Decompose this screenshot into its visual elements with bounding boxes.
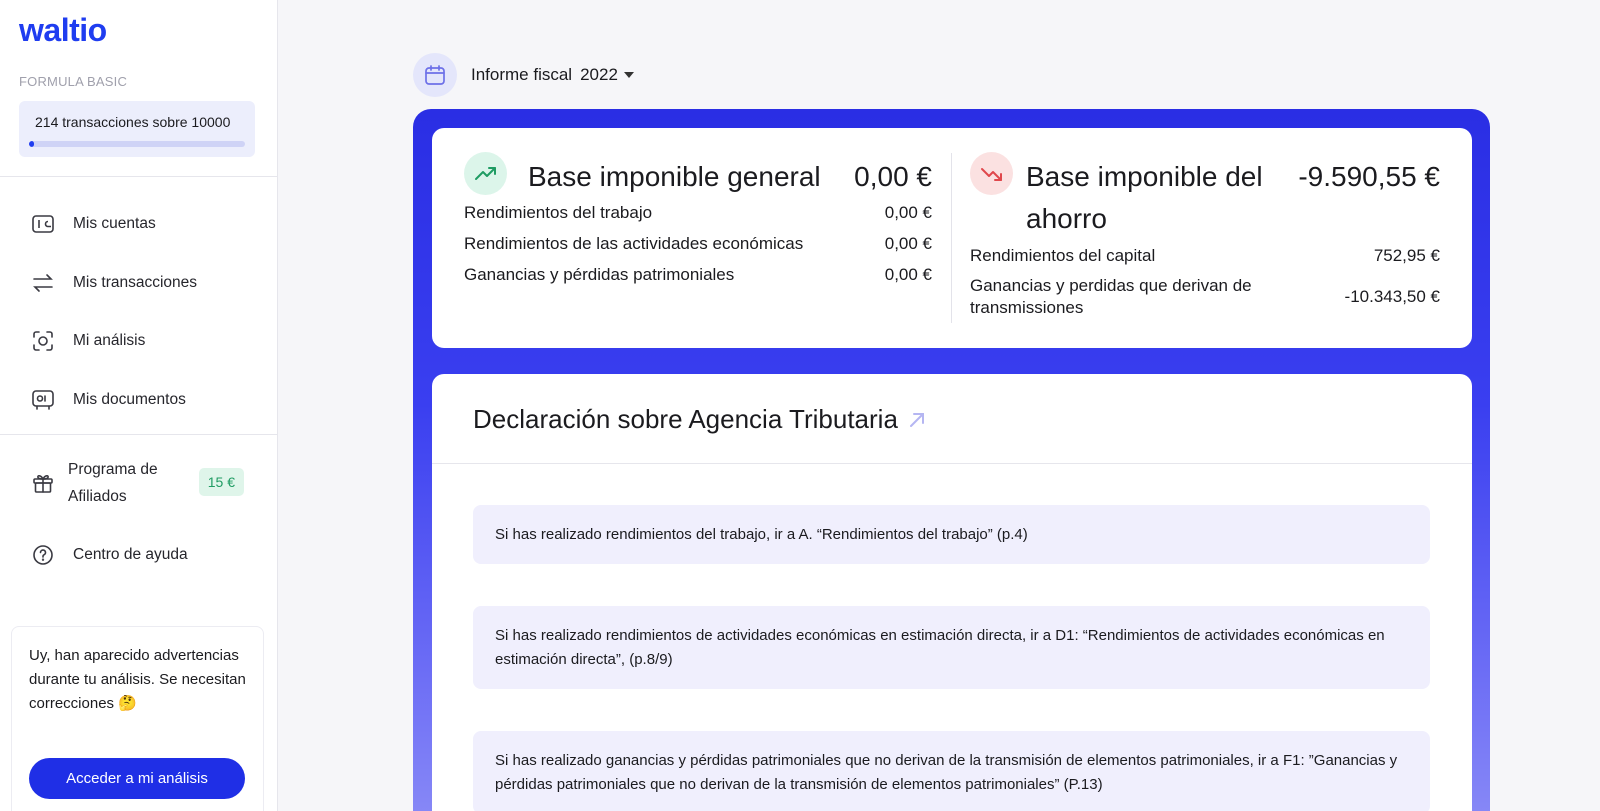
savings-row [970, 245, 1440, 267]
analysis-warning-text: Uy, han aparecido advertencias durante tu análisis. Se necesitan correcciones 🤔 [29, 647, 246, 712]
year-select-value: 2022 [580, 65, 618, 84]
app-logo[interactable]: waltio [19, 12, 107, 48]
trend-up-icon [464, 152, 507, 195]
sidebar-item-centro-ayuda[interactable] [30, 535, 260, 575]
general-tax-base-title: Base imponible general [528, 161, 821, 192]
affiliate-reward-badge: 15 € [199, 468, 244, 496]
declaration-step [473, 731, 1430, 811]
savings-row-label: Ganancias y perdidas que derivan de transmissiones [970, 276, 1252, 317]
general-row-value: 0,00 € [884, 203, 932, 222]
declaration-card [432, 374, 1472, 811]
general-row [464, 233, 932, 255]
declaration-title: Declaración sobre Agencia Tributaria [473, 404, 898, 434]
sidebar-item-mis-cuentas[interactable] [30, 204, 260, 244]
analysis-warning-card [11, 626, 264, 811]
savings-tax-base-title: Base imponible del ahorro [1026, 161, 1263, 234]
sidebar-item-mis-transacciones[interactable] [30, 263, 260, 303]
sidebar-item-label: Mi análisis [73, 332, 146, 349]
sidebar-item-label: Mis cuentas [73, 215, 156, 232]
general-tax-base [464, 128, 932, 348]
general-row-label: Rendimientos de las actividades económicas [464, 234, 804, 253]
help-circle-icon [30, 542, 56, 568]
sidebar-divider [0, 434, 278, 435]
savings-tax-base [970, 128, 1440, 348]
plan-usage-text: 214 transacciones sobre 10000 [35, 114, 231, 130]
savings-row-label: Rendimientos del capital [970, 246, 1156, 265]
year-select[interactable] [580, 65, 634, 85]
declaration-step [473, 606, 1430, 689]
chevron-down-icon [624, 72, 634, 78]
sidebar-divider [0, 176, 278, 177]
scan-icon [30, 328, 56, 354]
declaration-title-link[interactable] [473, 404, 926, 435]
wallet-icon [30, 211, 56, 237]
plan-usage-box [19, 101, 255, 157]
trend-down-icon [970, 152, 1013, 195]
declaration-step-text: Si has realizado rendimientos del trabajo, ir a A. “Rendimientos del trabajo” (p.4) [495, 525, 1028, 543]
declaration-step [473, 505, 1430, 564]
summary-divider [951, 153, 952, 323]
sidebar-item-label: Programa de Afiliados [68, 461, 158, 505]
plan-usage-bar-fill [29, 141, 34, 147]
sidebar [0, 0, 278, 811]
general-row-label: Ganancias y pérdidas patrimoniales [464, 265, 735, 284]
general-row-value: 0,00 € [884, 234, 932, 253]
open-analysis-button[interactable]: Acceder a mi análisis [29, 758, 245, 799]
general-row [464, 264, 932, 286]
general-row-label: Rendimientos del trabajo [464, 203, 653, 222]
general-tax-base-total: 0,00 € [854, 161, 932, 192]
sidebar-item-label: Centro de ayuda [73, 546, 188, 563]
tax-base-summary-card [432, 128, 1472, 348]
declaration-step-text: Si has realizado ganancias y pérdidas patrimoniales que no derivan de la transmisión de elementos patrimoniales, ir a F1: ”Ganancias y pérdidas patrimoniales que no derivan de la transmisión de elementos patrimoniales” (P.13) [495, 751, 1398, 793]
savings-row-value: -10.343,50 € [1344, 287, 1440, 306]
general-row-value: 0,00 € [884, 265, 932, 284]
gift-icon [30, 470, 56, 496]
plan-label: FORMULA BASIC [19, 74, 128, 89]
declaration-step-text: Si has realizado rendimientos de actividades económicas en estimación directa, ir a D1: “Rendimientos de actividades económicas en estimación directa”, (p.8/9) [495, 626, 1385, 668]
external-link-arrow-icon [908, 411, 926, 429]
savings-row [970, 275, 1440, 319]
declaration-divider [432, 463, 1472, 464]
sidebar-item-label: Mis transacciones [73, 274, 198, 291]
sidebar-item-mis-documentos[interactable] [30, 380, 260, 420]
savings-tax-base-total: -9.590,55 € [1298, 161, 1440, 192]
sidebar-item-mi-analisis[interactable] [30, 321, 260, 361]
general-row [464, 202, 932, 224]
document-icon [30, 387, 56, 413]
plan-usage-bar [29, 141, 245, 147]
arrows-exchange-icon [30, 270, 56, 296]
sidebar-item-label: Mis documentos [73, 391, 186, 408]
report-header [413, 53, 634, 97]
calendar-icon [413, 53, 457, 97]
savings-row-value: 752,95 € [1373, 246, 1440, 265]
sidebar-item-programa-afiliados[interactable] [30, 456, 250, 510]
page-title: Informe fiscal [471, 65, 573, 84]
